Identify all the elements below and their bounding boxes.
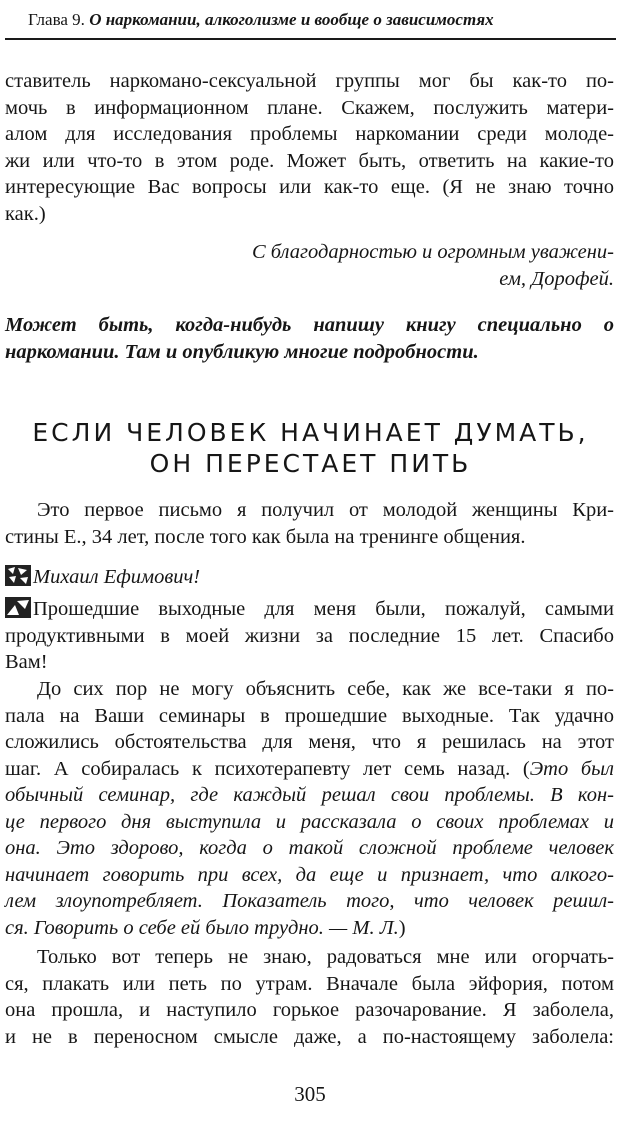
running-header bbox=[28, 10, 614, 30]
editor-note-line: це первого дня выступила и рассказала о своих проблемах и bbox=[5, 810, 614, 833]
paragraph-ornament-icon bbox=[5, 597, 31, 618]
text-line: шаг. А собиралась к психотерапевту лет семь назад. (Это был bbox=[5, 757, 614, 780]
text-line: Прошедшие выходные для меня были, пожалуй, самыми bbox=[33, 598, 614, 620]
letter-paragraph-3 bbox=[5, 944, 614, 1050]
letter-salutation bbox=[5, 564, 614, 591]
salutation-text: Михаил Ефимович! bbox=[33, 566, 201, 588]
editor-note-line: обычный семинар, где каждый решал свои проблемы. В кон- bbox=[5, 784, 614, 806]
header-rule bbox=[5, 38, 616, 40]
signature-line: С благодарностью и огромным уважени- bbox=[251, 241, 614, 263]
page-number: 305 bbox=[294, 1082, 326, 1106]
reply-line: наркомании. Там и опубликую многие подробности. bbox=[5, 340, 479, 363]
text-line: Это первое письмо я получил от молодой женщины Кри- bbox=[37, 499, 614, 521]
text-line: сложились обстоятельства для меня, что я решилась на этот bbox=[5, 731, 614, 753]
text-line: Только вот теперь не знаю, радоваться мне или огорчать- bbox=[37, 946, 614, 968]
chapter-title: О наркомании, алкоголизме и вообще о зависимостях bbox=[89, 10, 494, 29]
section-heading-line: ЕСЛИ ЧЕЛОВЕК НАЧИНАЕТ ДУМАТЬ, bbox=[32, 418, 589, 447]
letter-start-ornament-icon bbox=[5, 565, 31, 586]
editor-note: ся. Говорить о себе ей было трудно. — М. Л. bbox=[5, 916, 399, 939]
text-line: она прошла, и наступило горькое разочарование. Я заболела, bbox=[5, 999, 614, 1021]
section-heading-line: ОН ПЕРЕСТАЕТ ПИТЬ bbox=[149, 449, 472, 478]
text-line: ставитель наркомано-сексуальной группы мог бы как-то по- bbox=[5, 70, 614, 92]
text-line: Вам! bbox=[5, 651, 48, 673]
letter-intro bbox=[5, 497, 614, 550]
signature-line: ем, Дорофей. bbox=[499, 267, 614, 290]
text-line: продуктивными в моей жизни за последние 15 лет. Спасибо bbox=[5, 624, 614, 647]
text-line: мочь в информационном плане. Скажем, послужить матери- bbox=[5, 96, 614, 119]
chapter-label: Глава 9. bbox=[28, 10, 85, 29]
text-line: стины Е., 34 лет, после того как была на тренинге общения. bbox=[5, 525, 526, 548]
editor-note-line: начинает говорить при всех, да еще и признает, что алкого- bbox=[5, 863, 614, 886]
letter-signature bbox=[94, 239, 614, 292]
text-line: ся. Говорить о себе ей было трудно. — М. Л.) bbox=[5, 916, 406, 939]
letter-paragraph-1 bbox=[5, 596, 614, 676]
intro-paragraph bbox=[5, 68, 614, 227]
editor-note-line: она. Это здорово, когда о такой сложной проблеме человек bbox=[5, 837, 614, 859]
text-line: ся, плакать или петь по утрам. Вначале была эйфория, потом bbox=[5, 972, 614, 995]
text-line: как.) bbox=[5, 202, 46, 225]
reply-line: Может быть, когда-нибудь напишу книгу специально о bbox=[5, 314, 614, 336]
text-line: и не в переносном смысле даже, а по-настоящему заболела: bbox=[5, 1025, 614, 1048]
text-line: интересующие Вас вопросы или как-то еще. (Я не знаю точно bbox=[5, 176, 614, 198]
letter-paragraph-2 bbox=[5, 676, 614, 941]
editor-note-line: лем злоупотребляет. Показатель того, что человек решил- bbox=[5, 890, 614, 912]
author-reply bbox=[5, 312, 614, 365]
text-line: До сих пор не могу объяснить себе, как же все-таки я по- bbox=[37, 678, 614, 700]
editor-note: Это был bbox=[529, 757, 614, 780]
text-line: пала на Ваши семинары в прошедшие выходные. Так удачно bbox=[5, 704, 614, 727]
text-line: жи или что-то в этом роде. Может быть, ответить на какие-то bbox=[5, 149, 614, 172]
text-line: алом для исследования проблемы наркомании среди молоде- bbox=[5, 123, 614, 145]
section-heading bbox=[5, 417, 616, 479]
